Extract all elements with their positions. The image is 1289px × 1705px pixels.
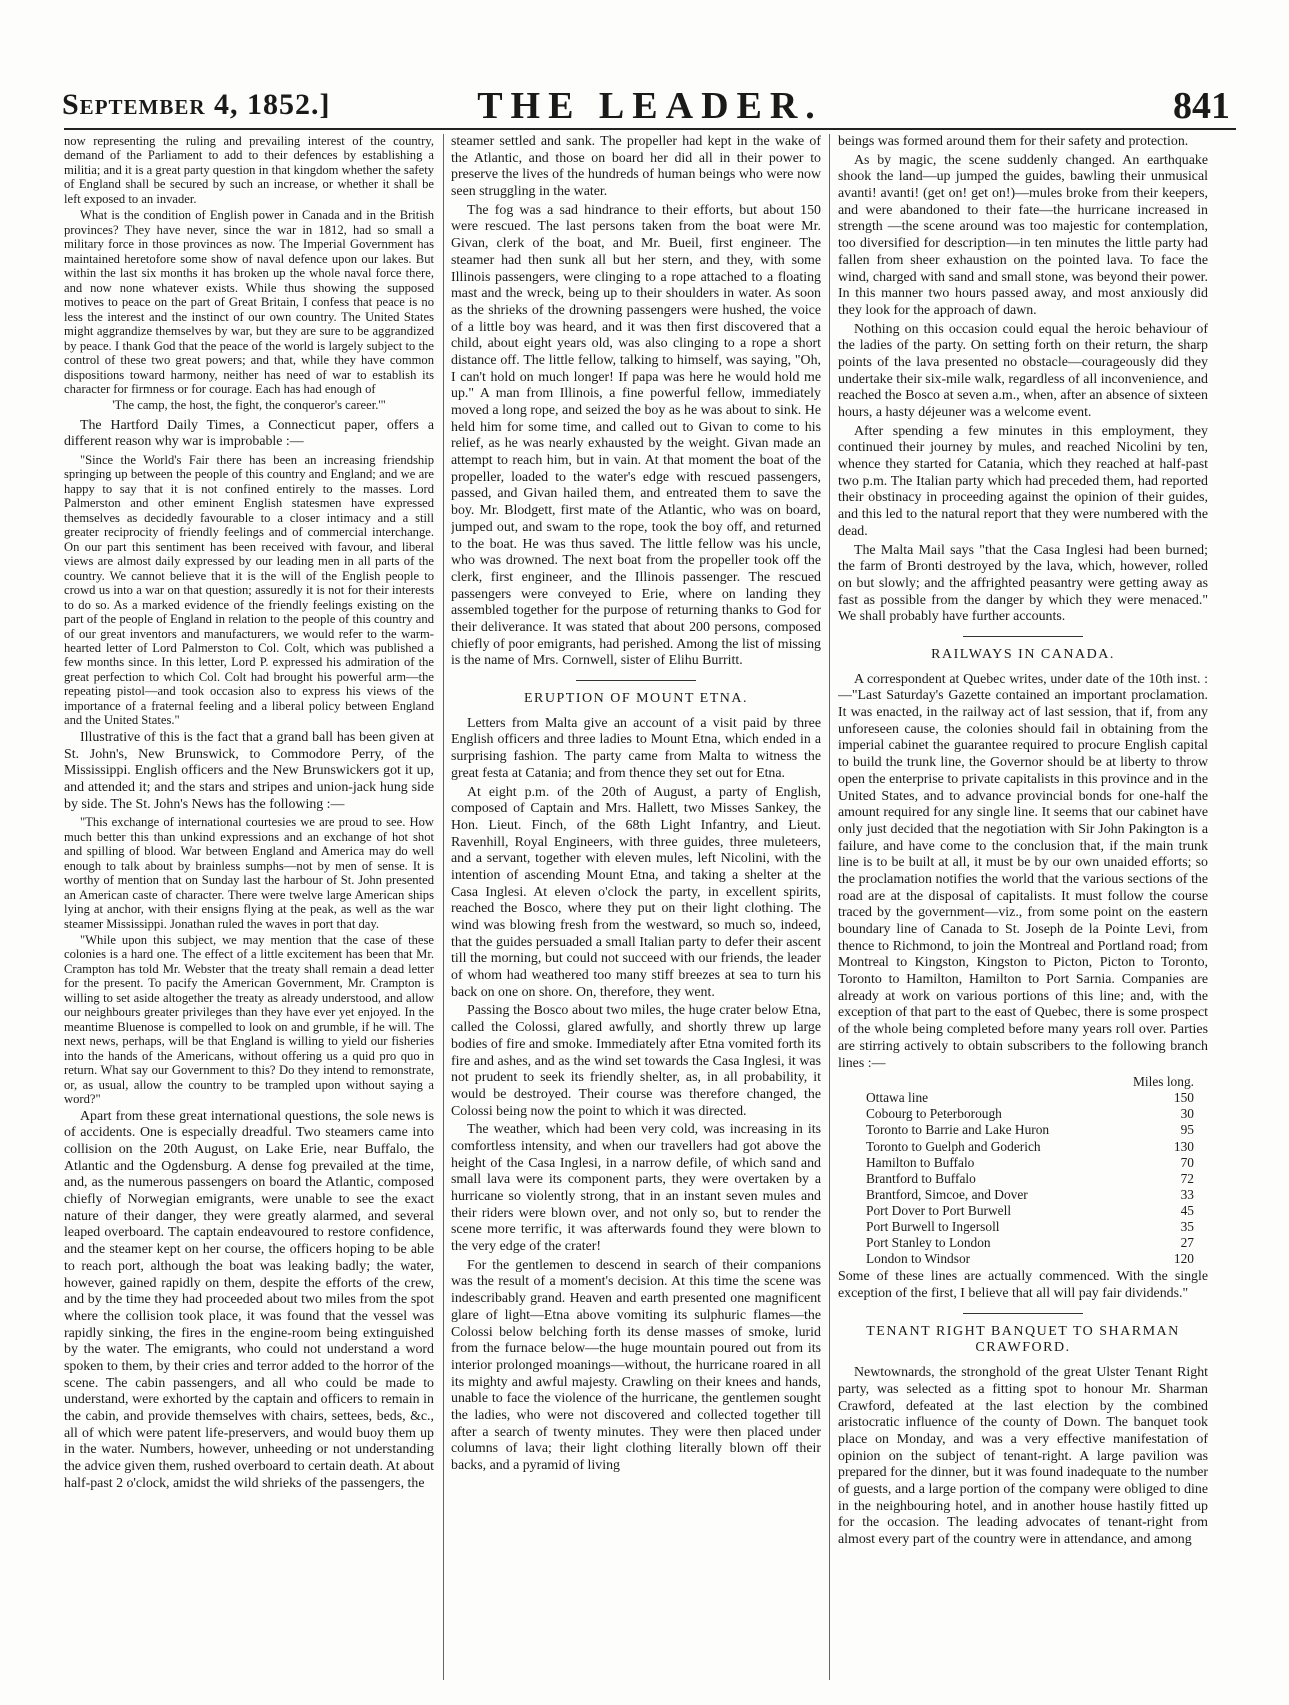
paragraph: The fog was a sad hindrance to their efforts, but about 150 were rescued. The last persons taken from the boat were Mr. Givan, clerk of the boat, and Mr. Bueil, first engineer. The steamer had then sunk all but her stern, and they, with some Illinois passengers, were clinging to a rope attached to a floating mast and the wreck, being up to their shoulders in water. As soon as the shrieks of the drowning passengers were hushed, the voice of a little boy was heard, and it was then first discovered that a child, about eight years old, was also clinging to a rope a short distance off. The little fellow, talking to himself, was saying, "Oh, I can't hold on much longer! If papa was here he would hold me up." A man from Illinois, a fine powerful fellow, immediately moved a long rope, and seized the boy as he was about to sink. He held him for some time, and called out to Givan to come to his relief, as he was nearly exhausted by the weight. Givan made an attempt to reach him, but in vain. At that moment the boat of the propeller, loaded to the water's edge with rescued passengers, passed, and Givan hailed them, and entreated them to save the boy. Mr. Blodgett, first mate of the Atlantic, who was on board, jumped out, and swam to the rope, took the boy off, and returned to the boat. He was thus saved. The little fellow was his uncle, who was drowned. The next boat from the propeller took off the clerk, first engineer, and the Illinois passenger. The rescued passengers were conveyed to Erie, where on landing they assembled together for the purpose of returning thanks to God for their deliverance. It was stated that about 200 persons, composed chiefly of poor emigrants, had perished. Among the list of missing is the name of Mrs. Cornwell, sister of Elihu Burritt. — [451, 202, 821, 669]
miles-cell: 33 — [1180, 1186, 1194, 1202]
paragraph: Apart from these great international questions, the sole news is of accidents. One is especially dreadful. Two steamers came into collision on the 20th August, on Lake Erie, near Buffalo, the Atlantic and the Ogdensburg. A dense fog prevailed at the time, and, as the numerous passengers on board the Atlantic, composed chiefly of Norwegian emigrants, were unable to see the exact nature of their danger, they were greatly alarmed, and several leaped overboard. The captain endeavoured to restore confidence, and the steamer kept on her course, the officers hoping to be able to reach port, although the boat was leaking badly; the water, however, gained rapidly on them, despite the efforts of the crew, and by the time they had proceeded about two miles from the spot where the collision took place, it was found that the vessel was rapidly sinking, the fires in the engine-room being extinguished by the water. The emigrants, who could not understand a word spoken to them, by their cries and terror added to the horror of the scene. The cabin passengers, and all who could be made to understand, were exhorted by the captain and officers to remain in the cabin, and provide themselves with chairs, settees, beds, &c., all of which were patent life-preservers, and would buoy them up in the water. Numbers, however, unheeding or not understanding the advice given them, rushed overboard to certain death. At about half-past 2 o'clock, amidst the wild shrieks of the passengers, the — [64, 1108, 434, 1491]
paragraph: Newtownards, the stronghold of the great Ulster Tenant Right party, was selected as a fitting spot to honour Mr. Sharman Crawford, defeated at the last election by the combined aristocratic influence of the county of Down. The banquet took place on Monday, and was a very effective manifestation of opinion on the subject of tenant-right. A large pavilion was prepared for the dinner, but it was found inadequate to the number of guests, and a large portion of the company were obliged to dine in the neighbouring hotel, and in another house hastily fitted up for the occasion. The leading advocates of tenant-right from almost every part of the country were in attendance, and among — [838, 1365, 1208, 1548]
paragraph: Some of these lines are actually commenced. With the single exception of the first, I believe that all will pay fair dividends." — [838, 1269, 1208, 1301]
quoted-paragraph: "Since the World's Fair there has been an increasing friendship springing up between the people of this country and England; and we are happy to say that it is not confined entirely to the masses. Lord Palmerston and other eminent English statesmen have expressed themselves as decidedly favourable to a closer intimacy and a still greater reciprocity of friendly feelings and of commercial interchange. On our part this sentiment has been received with favour, and liberal views are almost daily expressed by our leading men in all parts of the country. We cannot believe that it is the will of the English people to crowd us into a war on that question; assuredly it is not for their interests to do so. As a marked evidence of the friendly feelings existing on the part of the people of England in relation to the people of this country and of our great inventors and manufacturers, we would refer to the warm-hearted letter of Lord Palmerston to Col. Colt, which was published a few months since. In this letter, Lord P. expressed his admiration of the great perfection to which Col. Colt had brought his powerful arm—the repeating pistol—and took occasion also to express his views of the importance of a fraternal feeling and a liberal policy between England and the United States." — [64, 452, 434, 728]
miles-cell: 27 — [1180, 1235, 1194, 1251]
page-number: 841 — [1173, 85, 1230, 127]
table-row — [846, 1219, 1208, 1235]
table-row — [846, 1122, 1208, 1138]
section-rule — [963, 636, 1083, 637]
issue-date: September 4, 1852.] — [62, 88, 331, 121]
column-divider — [829, 134, 830, 1680]
quoted-paragraph: "While upon this subject, we may mention that the case of these colonies is a hard one. The effect of a little excitement has been that Mr. Crampton has told Mr. Webster that the treaty shall remain a dead letter for the present. To pacify the American Government, Mr. Crampton is willing to set aside altogether the treaty as already understood, and allow our neighbours greater privileges than they have ever yet enjoyed. In the meantime Bluenose is compelled to look on and grumble, if he will. The next news, perhaps, will be that England is willing to yield our fisheries into the hands of the Americans, without offering us a quid pro quo in return. What say our Government to this? Do they intend to remonstrate, or, as usual, allow the country to be trampled upon without saying a word?" — [64, 933, 434, 1107]
paragraph: The Hartford Daily Times, a Connecticut paper, offers a different reason why war is improbable :— — [64, 417, 434, 450]
miles-cell: 45 — [1180, 1202, 1194, 1218]
section-heading: ERUPTION OF MOUNT ETNA. — [523, 691, 749, 706]
paragraph: beings was formed around them for their safety and protection. — [838, 134, 1189, 149]
paragraph: Illustrative of this is the fact that a grand ball has been given at St. John's, New Brunswick, to Commodore Perry, of the Mississippi. English officers and the New Brunswickers got it up, and attended it; and the stars and stripes and union-jack hung side by side. The St. John's News has the following :— — [64, 729, 434, 812]
paragraph: Letters from Malta give an account of a visit paid by three English officers and three ladies to Mount Etna, which ended in a surprising fashion. The party came from Malta to witness the great festa at Catania; and from thence they set out for Etna. — [451, 715, 821, 781]
column-divider — [443, 134, 444, 1680]
paragraph: A correspondent at Quebec writes, under date of the 10th inst. :—"Last Saturday's Gazette contained an important proclamation. It was enacted, in the railway act of last session, that if, from any unforeseen cause, the colonies should fail in obtaining from the imperial cabinet the guarantee required to procure English capital to build the trunk line, the Governor should be at liberty to throw open the enterprise to private capitalists in this province and in the United States, and to advance provincial bonds for one-half the amount required for any single line. It seems that our cabinet have only just decided that the negotiation with Sir John Pakington is a failure, and have come to the conclusion that, if the main trunk line is to be built at all, it must be by our own unaided efforts; so the proclamation notifies the world that the various sections of the road are at the disposal of capitalists. It must follow the course traced by the government—viz., from some point on the eastern boundary line of Canada to St. Joseph de la Pointe Levi, from thence to Richmond, to join the Montreal and Portland road; from Montreal to Kingston, Kingston to Picton, Picton to Toronto, Toronto to Hamilton, Hamilton to Port Sarnia. Companies are already at work on various portions of this line; and, with the exception of that part to the east of Quebec, there is some prospect of the whole being completed before many years roll over. Parties are stirring actively to obtain subscribers to the following branch lines :— — [838, 671, 1208, 1071]
column-1 — [64, 134, 434, 1690]
section-rule — [576, 680, 696, 681]
route-cell: Port Dover to Port Burwell — [866, 1202, 1012, 1218]
header-rule — [64, 128, 1236, 130]
quoted-paragraph: "This exchange of international courtesies we are proud to see. How much better this than unkind expressions and an exchange of hot shot and spilling of blood. War between England and America may do well enough to talk about by brainless sumphs—not by men of sense. It is worthy of mention that on Sunday last the harbour of St. John presented an American caste of character. There were twelve large American ships lying at anchor, with their ensigns flying at the peak, as well as the war steamer Mississippi. Jonathan ruled the waves in port that day. — [64, 815, 434, 931]
paragraph: steamer settled and sank. The propeller had kept in the wake of the Atlantic, and those on board her did all in their power to preserve the lives of the hundreds of human beings who were now seen struggling in the water. — [451, 134, 821, 200]
paragraph: Nothing on this occasion could equal the heroic behaviour of the ladies of the party. On setting forth on their return, the sharp points of the lava presented no obstacle—courageously did they undertake their six-mile walk, regardless of all inconvenience, and reached the Bosco at seven a.m., when, after an absence of sixteen hours, a hasty déjeuner was a welcome event. — [838, 321, 1208, 420]
miles-cell: 130 — [1173, 1138, 1194, 1154]
paragraph: What is the condition of English power in Canada and in the British provinces? They have never, since the war in 1812, had so small a military force in those provinces as now. The Imperial Government has maintained heretofore some show of naval defence upon our lakes. But within the last six months it has broken up the whole naval force there, and now none whatever exists. While thus showing the supposed motives to peace on the part of Great Britain, I confess that peace is no less the interest and the instinct of our own country. The United States might aggrandize themselves by war, but they are sure to be aggrandized by peace. I thank God that the peace of the world is largely subject to the control of these two great powers; and that, while they have common dispositions toward harmony, neither has need of war to establish its character for firmness or for courage. Each has had enough of — [64, 208, 434, 396]
table-row — [846, 1235, 1208, 1251]
table-row — [846, 1187, 1208, 1203]
route-cell: Hamilton to Buffalo — [866, 1154, 975, 1170]
table-row — [846, 1171, 1208, 1187]
miles-cell: 70 — [1180, 1154, 1194, 1170]
railway-table — [846, 1074, 1208, 1267]
masthead-title: THE LEADER. — [477, 85, 823, 127]
table-row — [846, 1251, 1208, 1267]
route-cell: Ottawa line — [866, 1090, 929, 1106]
route-cell: London to Windsor — [866, 1251, 971, 1267]
route-cell: Port Burwell to Ingersoll — [866, 1218, 1000, 1234]
paragraph: The weather, which had been very cold, was increasing in its comfortless intensity, and when our travellers had got above the height of the Casa Inglesi, in a narrow defile, of which sand and small lava were its component parts, they were overtaken by a hurricane so violently strong, that in an instant seven mules and their riders were blown over, and not only so, but to render the scene more terrific, it was afterwards found they were blown to the very edge of the crater! — [451, 1122, 821, 1255]
route-cell: Brantford to Buffalo — [866, 1170, 976, 1186]
column-2 — [451, 134, 821, 1690]
paragraph: After spending a few minutes in this employment, they continued their journey by mules, and reached Nicolini by ten, whence they started for Catania, which they reached at half-past two p.m. The Italian party which had preceded them, had reported their obstinacy in proceeding against the opinion of their guides, and this led to the natural report that they were numbered with the dead. — [838, 423, 1208, 539]
section-rule — [963, 1313, 1083, 1314]
table-row — [846, 1106, 1208, 1122]
paragraph: Passing the Bosco about two miles, the huge crater below Etna, called the Colossi, glared awfully, and shortly threw up large bodies of fire and smoke. Immediately after Etna vomited forth its fire and ashes, and as the wind set towards the Casa Inglesi, it was not prudent to seek its friendly shelter, as, in all probability, it would be destroyed. Their course was therefore changed, the Colossi being now the point to which it was directed. — [451, 1003, 821, 1119]
miles-cell: 150 — [1173, 1090, 1194, 1106]
route-cell: Toronto to Barrie and Lake Huron — [866, 1122, 1050, 1138]
miles-cell: 30 — [1180, 1106, 1194, 1122]
section-heading: RAILWAYS IN CANADA. — [931, 646, 1115, 662]
table-row — [846, 1155, 1208, 1171]
route-cell: Port Stanley to London — [866, 1235, 991, 1251]
paragraph: now representing the ruling and prevailing interest of the country, demand of the Parliament to add to their defences by establishing a militia; and it is a great party question in that kingdom whether the safety of England shall be secured by such an increase, or whether it shall be left exposed to an invader. — [64, 134, 434, 206]
miles-cell: 35 — [1180, 1218, 1194, 1234]
paragraph: For the gentlemen to descend in search of their companions was the result of a moment's decision. At this time the scene was indescribably grand. Heaven and earth presented one magnificent glare of light—Etna above vomiting its sulphuric flames—the Colossi below belching forth its dense masses of smoke, lurid from the furnace below—the huge mountain poured out from its interior prolonged moanings—without, the hurricane roared in all its mighty and awful majesty. Crawling on their knees and hands, unable to face the violence of the hurricane, the gentlemen sought the ladies, who were not discovered and collected together till after a search of twenty minutes. They were then placed under columns of lava; their light clothing literally blown off their backs, and a pyramid of living — [451, 1257, 821, 1474]
paragraph: As by magic, the scene suddenly changed. An earthquake shook the land—up jumped the guides, bawling their unmusical avanti! avanti! (get on! get on!)—mules broke from their keepers, and were abandoned to their fate—the hurricane increased in strength —the scene around was too majestic for contemplation, too diversified for description—in ten minutes the little party had fallen from sheer exhaustion on the pointed lava. To face the wind, charged with sand and small stone, was beyond their power. In this manner two hours passed away, and most anxiously did they look for the approach of dawn. — [838, 152, 1208, 318]
table-row — [846, 1090, 1208, 1106]
paragraph: At eight p.m. of the 20th of August, a party of English, composed of Captain and Mrs. Hallett, two Misses Sankey, the Hon. Lieut. Finch, of the 68th Light Infantry, and Lieut. Ravenhill, Royal Engineers, with three guides, three muleteers, and a servant, together with eleven mules, left Nicolini, with the intention of ascending Mount Etna, and taking a shelter at the Casa Inglesi. At eleven o'clock the party, in excellent spirits, reached the Bosco, where they put on their light clothing. The wind was blowing fresh from the westward, so much so, indeed, that the guides persuaded a small Italian party to defer their ascent till the morning, but could not succeed with our friends, the leader of whom had weathered too many stiff breezes at sea to turn his back on one on shore. On, therefore, they went. — [451, 784, 821, 1000]
miles-cell: 72 — [1180, 1170, 1194, 1186]
miles-cell: 120 — [1173, 1251, 1194, 1267]
table-row — [846, 1203, 1208, 1219]
route-cell: Toronto to Guelph and Goderich — [866, 1138, 1041, 1154]
section-heading: TENANT RIGHT BANQUET TO SHARMAN CRAWFORD. — [866, 1323, 1180, 1356]
route-cell: Brantford, Simcoe, and Dover — [866, 1186, 1028, 1202]
table-header: Miles long. — [1132, 1074, 1194, 1090]
verse-quote: 'The camp, the host, the fight, the conqueror's career.'" — [112, 398, 386, 413]
table-row — [846, 1139, 1208, 1155]
route-cell: Cobourg to Peterborough — [866, 1106, 1002, 1122]
running-head — [60, 78, 1240, 127]
column-3 — [838, 134, 1208, 1690]
miles-cell: 95 — [1180, 1122, 1194, 1138]
paragraph: The Malta Mail says "that the Casa Inglesi had been burned; the farm of Bronti destroyed by the lava, which, however, rolled on but slowly; and the affrighted peasantry were getting away as fast as possible from the danger by which they were menaced." We shall probably have further accounts. — [838, 542, 1208, 625]
